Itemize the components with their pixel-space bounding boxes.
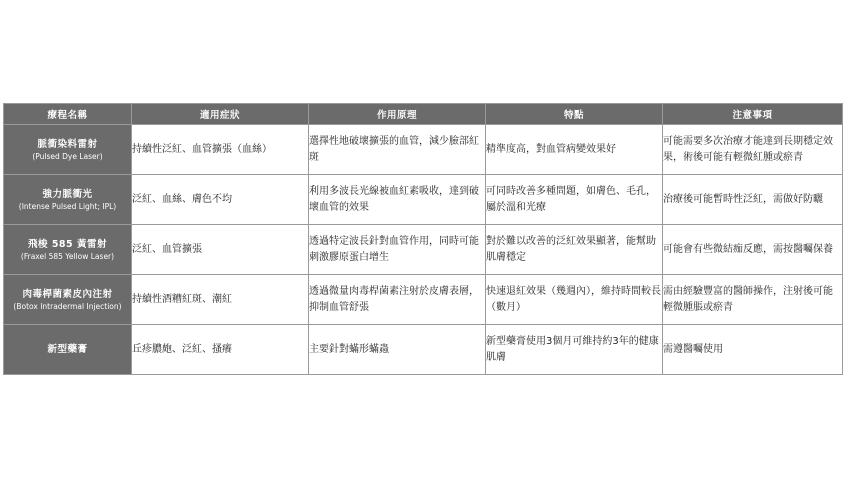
notes-cell: 需遵醫囑使用: [663, 325, 843, 375]
header-features: 特點: [486, 104, 663, 125]
table-row: [4, 125, 843, 175]
treatment-name-cell: [4, 225, 132, 275]
notes-cell: 可能會有些微結痂反應，需按醫囑保養: [663, 225, 843, 275]
table-row: [4, 225, 843, 275]
treatment-name-en: (Fraxel 585 Yellow Laser): [20, 251, 115, 261]
treatment-name-en: (Pulsed Dye Laser): [32, 151, 103, 161]
mechanism-cell: 主要針對蟎形蟎蟲: [309, 325, 486, 375]
symptoms-cell: 泛紅、血絲、膚色不均: [132, 175, 309, 225]
treatment-name-cell: [4, 175, 132, 225]
notes-cell: 可能需要多次治療才能達到長期穩定效果，術後可能有輕微紅腫或瘀青: [663, 125, 843, 175]
symptoms-cell: 丘疹膿皰、泛紅、搔癢: [132, 325, 309, 375]
features-cell: 精準度高，對血管病變效果好: [486, 125, 663, 175]
symptoms-cell: 持續性泛紅、血管擴張（血絲）: [132, 125, 309, 175]
treatment-name-en: (Botox Intradermal Injection): [13, 301, 122, 311]
table-row: [4, 275, 843, 325]
mechanism-cell: 透過微量肉毒桿菌素注射於皮膚表層，抑制血管舒張: [309, 275, 486, 325]
treatment-name-en: (Intense Pulsed Light; IPL): [18, 201, 117, 211]
features-cell: 快速退紅效果（幾週內），維持時間較長（數月）: [486, 275, 663, 325]
treatment-name-cell: [4, 275, 132, 325]
treatment-name-zh: 脈衝染料雷射: [37, 138, 98, 150]
features-cell: 可同時改善多種問題，如膚色、毛孔，屬於溫和光療: [486, 175, 663, 225]
table-header-row: [4, 104, 843, 125]
notes-cell: 需由經驗豐富的醫師操作，注射後可能輕微腫脹或瘀青: [663, 275, 843, 325]
mechanism-cell: 利用多波長光線被血紅素吸收，達到破壞血管的效果: [309, 175, 486, 225]
treatment-name-cell: [4, 125, 132, 175]
treatment-name-cell: [4, 325, 132, 375]
header-symptoms: 適用症狀: [132, 104, 309, 125]
mechanism-cell: 透過特定波長針對血管作用，同時可能刺激膠原蛋白增生: [309, 225, 486, 275]
mechanism-cell: 選擇性地破壞擴張的血管，減少臉部紅斑: [309, 125, 486, 175]
table-row: [4, 325, 843, 375]
symptoms-cell: 泛紅、血管擴張: [132, 225, 309, 275]
treatment-name-zh: 肉毒桿菌素皮內注射: [22, 288, 113, 300]
header-treatment-name: 療程名稱: [4, 104, 132, 125]
treatment-comparison-table: [3, 103, 843, 375]
notes-cell: 治療後可能暫時性泛紅，需做好防曬: [663, 175, 843, 225]
treatment-name-zh: 新型藥膏: [47, 344, 88, 355]
features-cell: 對於難以改善的泛紅效果顯著，能幫助肌膚穩定: [486, 225, 663, 275]
header-notes: 注意事項: [663, 104, 843, 125]
treatment-name-zh: 飛梭 585 黃雷射: [28, 238, 107, 250]
features-cell: 新型藥膏使用3個月可維持約3年的健康肌膚: [486, 325, 663, 375]
table-row: [4, 175, 843, 225]
header-mechanism: 作用原理: [309, 104, 486, 125]
treatment-name-zh: 強力脈衝光: [42, 188, 93, 200]
symptoms-cell: 持續性酒糟紅斑、潮紅: [132, 275, 309, 325]
